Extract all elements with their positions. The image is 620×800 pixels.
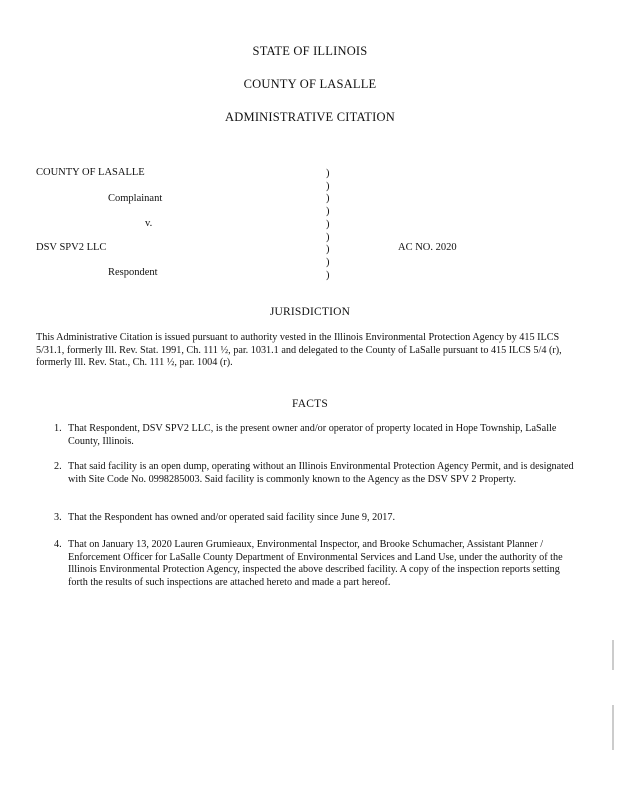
scan-edge-mark bbox=[612, 705, 614, 750]
fact-text: That said facility is an open dump, operating without an Illinois Environmental Protection Agency Permit, and is designated with Site Code No. 0998285003. Said facility is commonly known to the Agency as the DSV SPV 2 Property. bbox=[68, 461, 574, 485]
county-heading: COUNTY OF LASALLE bbox=[243, 77, 377, 91]
jurisdiction-heading: JURISDICTION bbox=[269, 306, 351, 318]
document-title: ADMINISTRATIVE CITATION bbox=[225, 110, 395, 124]
fact-number: 1. bbox=[54, 423, 62, 434]
versus-label: v. bbox=[145, 218, 153, 229]
facts-heading: FACTS bbox=[292, 398, 328, 410]
caption-parentheses: ) ) ) ) ) ) ) ) ) bbox=[326, 168, 330, 281]
jurisdiction-paragraph: This Administrative Citation is issued pursuant to authority vested in the Illinois Environmental Protection Agency by 415 ILCS 5/31.1, formerly Ill. Rev. Stat. 1991, Ch. 111 ½, par. 1031.1 and delegated to the County of LaSalle pursuant to 415 ILCS 5/4 (r), formerly Ill. Rev. Stat., Ch. 111 ½, par. 1004 (r). bbox=[36, 332, 562, 369]
fact-number: 3. bbox=[54, 512, 62, 523]
fact-number: 4. bbox=[54, 539, 62, 550]
fact-number: 2. bbox=[54, 461, 62, 472]
respondent-role: Respondent bbox=[108, 267, 158, 278]
fact-text: That on January 13, 2020 Lauren Grumieaux, Environmental Inspector, and Brooke Schumacher, Assistant Planner / Enforcement Officer for LaSalle County Department of Environmental Services and Land Use, under the authority of the Illinois Environmental Protection Agency, inspected the above described facility. A copy of the inspection reports setting forth the results of such inspections are attached hereto and made a part hereof. bbox=[68, 539, 563, 588]
case-number: AC NO. 2020 bbox=[398, 242, 457, 253]
scan-edge-mark bbox=[612, 640, 614, 670]
fact-text: That Respondent, DSV SPV2 LLC, is the present owner and/or operator of property located in Hope Township, LaSalle County, Illinois. bbox=[68, 423, 557, 447]
fact-text: That the Respondent has owned and/or operated said facility since June 9, 2017. bbox=[68, 512, 396, 523]
complainant-role: Complainant bbox=[108, 193, 163, 204]
complainant-name: COUNTY OF LASALLE bbox=[36, 167, 145, 178]
respondent-name: DSV SPV2 LLC bbox=[36, 242, 107, 253]
state-heading: STATE OF ILLINOIS bbox=[252, 44, 368, 58]
